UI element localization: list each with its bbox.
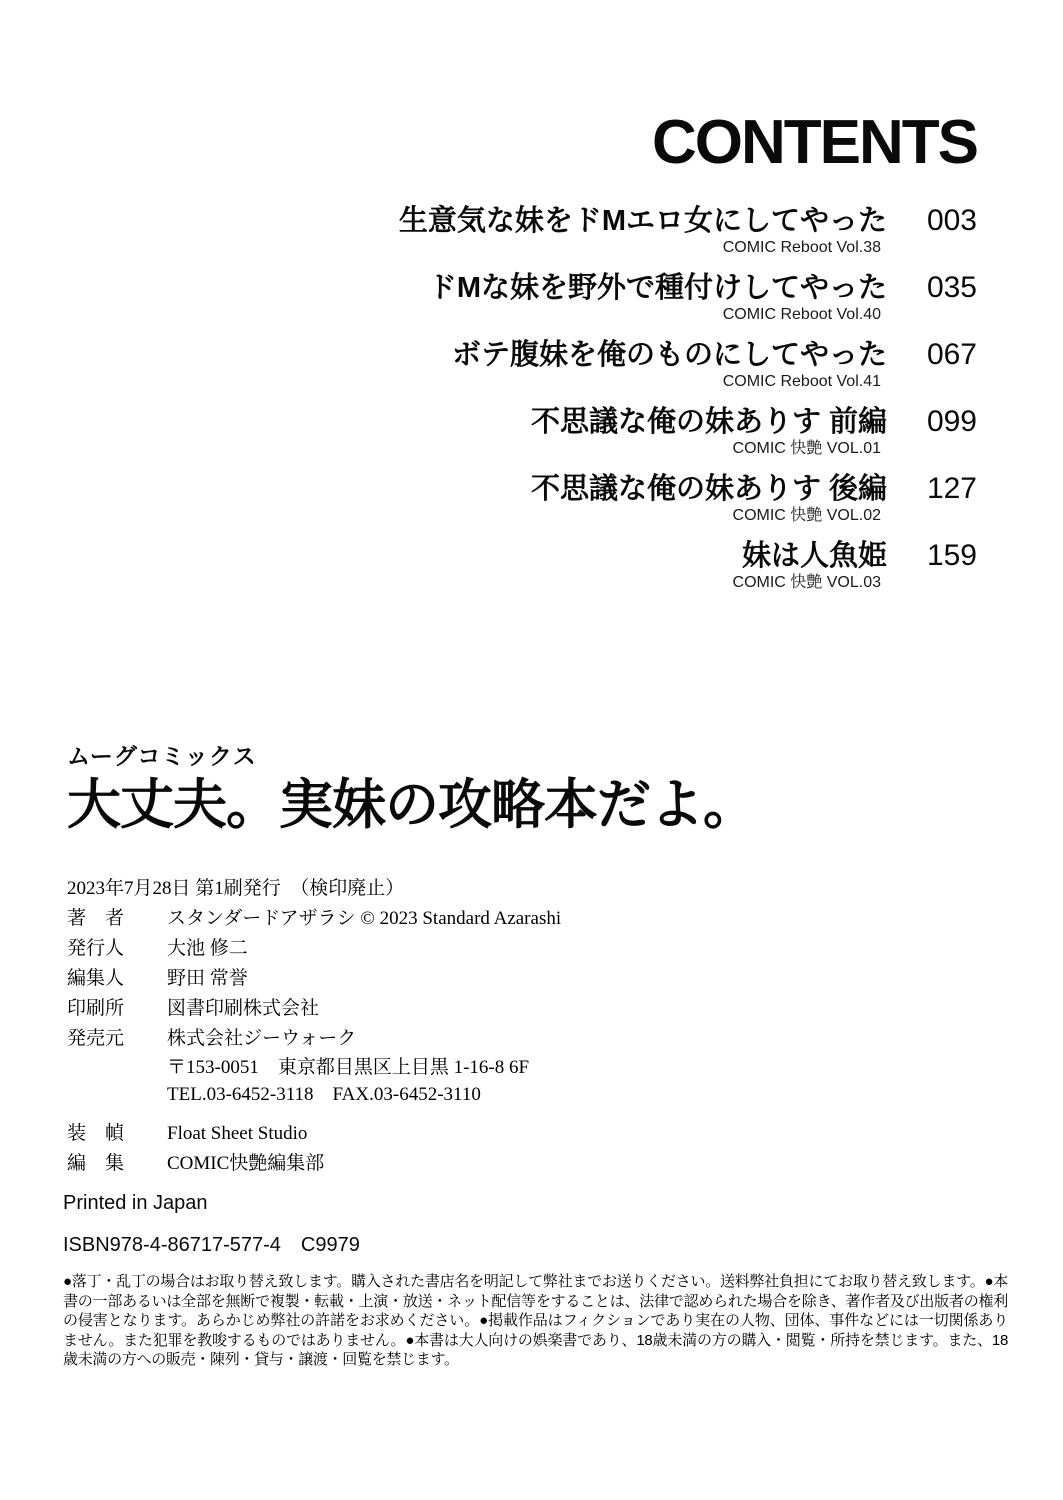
toc-entry-source: COMIC 快艶 VOL.03 <box>732 574 881 591</box>
toc-entry-source: COMIC 快艶 VOL.02 <box>732 507 881 524</box>
toc-entry-title: ボテ腹妹を俺のものにしてやった <box>451 339 887 371</box>
toc-entry-source: COMIC Reboot Vol.41 <box>722 373 881 390</box>
toc-entry-main <box>399 205 977 237</box>
toc-entry <box>399 205 977 258</box>
colophon-block <box>67 874 561 1179</box>
colophon-label: 著 者 <box>67 908 125 929</box>
toc-entry-title: 不思議な俺の妹ありす 後編 <box>530 473 887 505</box>
toc-entry-page-number: 003 <box>926 204 977 237</box>
colophon-label: 発行人 <box>67 938 125 959</box>
imprint-label: ムーグコミックス <box>67 743 257 769</box>
toc-entry <box>399 540 977 593</box>
toc-entry-source: COMIC Reboot Vol.40 <box>722 306 881 323</box>
colophon-label: 装 幀 <box>67 1123 125 1144</box>
colophon-value: 野田 常誉 <box>167 968 248 989</box>
toc-entry-title: 妹は人魚姫 <box>741 540 887 572</box>
toc-entry-source: COMIC 快艶 VOL.01 <box>732 440 881 457</box>
toc-entry <box>399 406 977 459</box>
colophon-row-design <box>67 1119 561 1149</box>
colophon-value: Float Sheet Studio <box>167 1123 308 1144</box>
book-title: 大丈夫。実妹の攻略本だよ。 <box>67 775 756 835</box>
printed-in-japan: Printed in Japan <box>63 1192 208 1214</box>
colophon-label: 編集人 <box>67 968 125 989</box>
toc-entry-page-number: 035 <box>926 271 977 304</box>
colophon-value: 大池 修二 <box>167 938 248 959</box>
toc-entry-title: 不思議な俺の妹ありす 前編 <box>530 406 887 438</box>
colophon-label: 編 集 <box>67 1153 125 1174</box>
isbn-code: ISBN978-4-86717-577-4 C9979 <box>63 1234 360 1256</box>
toc-entry-title: 生意気な妹をドMエロ女にしてやった <box>398 205 887 237</box>
colophon-row-printer <box>67 994 561 1024</box>
publisher-address: 〒153-0051 東京都目黒区上目黒 1-16-8 6F <box>167 1057 530 1078</box>
toc-entry-main <box>399 473 977 505</box>
legal-notice: ●落丁・乱丁の場合はお取り替え致します。購入された書店名を明記して弊社までお送りください。送料弊社負担にてお取り替え致します。●本書の一部あるいは全部を無断で複製・転載・上演・放送・ネット配信等をすることは、法律で認められた場合を除き、著作者及び出版者の権利の侵害となります。あらかじめ弊社の許諾をお求めください。●掲載作品はフィクションであり実在の人物、団体、事件などには一切関係ありません。また犯罪を教唆するものではありません。●本書は大人向けの娯楽書であり、18歳未満の方の購入・閲覧・所持を禁じます。また、18歳未満の方への販売・陳列・貸与・譲渡・回覧を禁じます。 <box>63 1273 1008 1368</box>
toc-entry-main <box>399 272 977 304</box>
toc-entry-source: COMIC Reboot Vol.38 <box>722 239 881 256</box>
colophon-value: 株式会社ジーウォーク <box>167 1028 357 1049</box>
toc-entry-main <box>399 339 977 371</box>
toc-entry-title: ドMな妹を野外で種付けしてやった <box>427 272 887 304</box>
print-date-line: 2023年7月28日 第1刷発行 （検印廃止） <box>67 878 405 899</box>
book-title-block <box>67 742 756 836</box>
colophon-label: 発売元 <box>67 1028 125 1049</box>
colophon-value: スタンダードアザラシ © 2023 Standard Azarashi <box>167 908 562 929</box>
colophon-label: 印刷所 <box>67 998 125 1019</box>
publisher-phone-fax: TEL.03-6452-3118 FAX.03-6452-3110 <box>167 1084 481 1105</box>
toc-entry-page-number: 067 <box>926 338 977 371</box>
toc-entry-page-number: 159 <box>926 539 977 572</box>
toc-entry-page-number: 127 <box>926 472 977 505</box>
contents-section <box>398 108 977 593</box>
colophon-row-author <box>67 904 561 934</box>
colophon-row-editor <box>67 964 561 994</box>
toc-entry <box>399 272 977 325</box>
colophon-row-distributor <box>67 1024 561 1054</box>
colophon-row-editing <box>67 1149 561 1179</box>
colophon-row-publisher <box>67 934 561 964</box>
colophon-value: COMIC快艶編集部 <box>167 1153 325 1174</box>
toc-entry-main <box>399 540 977 572</box>
table-of-contents <box>399 205 977 593</box>
toc-entry-page-number: 099 <box>926 405 977 438</box>
toc-entry-main <box>399 406 977 438</box>
staff-block <box>67 1119 561 1179</box>
toc-entry <box>399 473 977 526</box>
toc-entry <box>399 339 977 392</box>
colophon-value: 図書印刷株式会社 <box>167 998 320 1019</box>
contents-heading: CONTENTS <box>652 108 977 177</box>
